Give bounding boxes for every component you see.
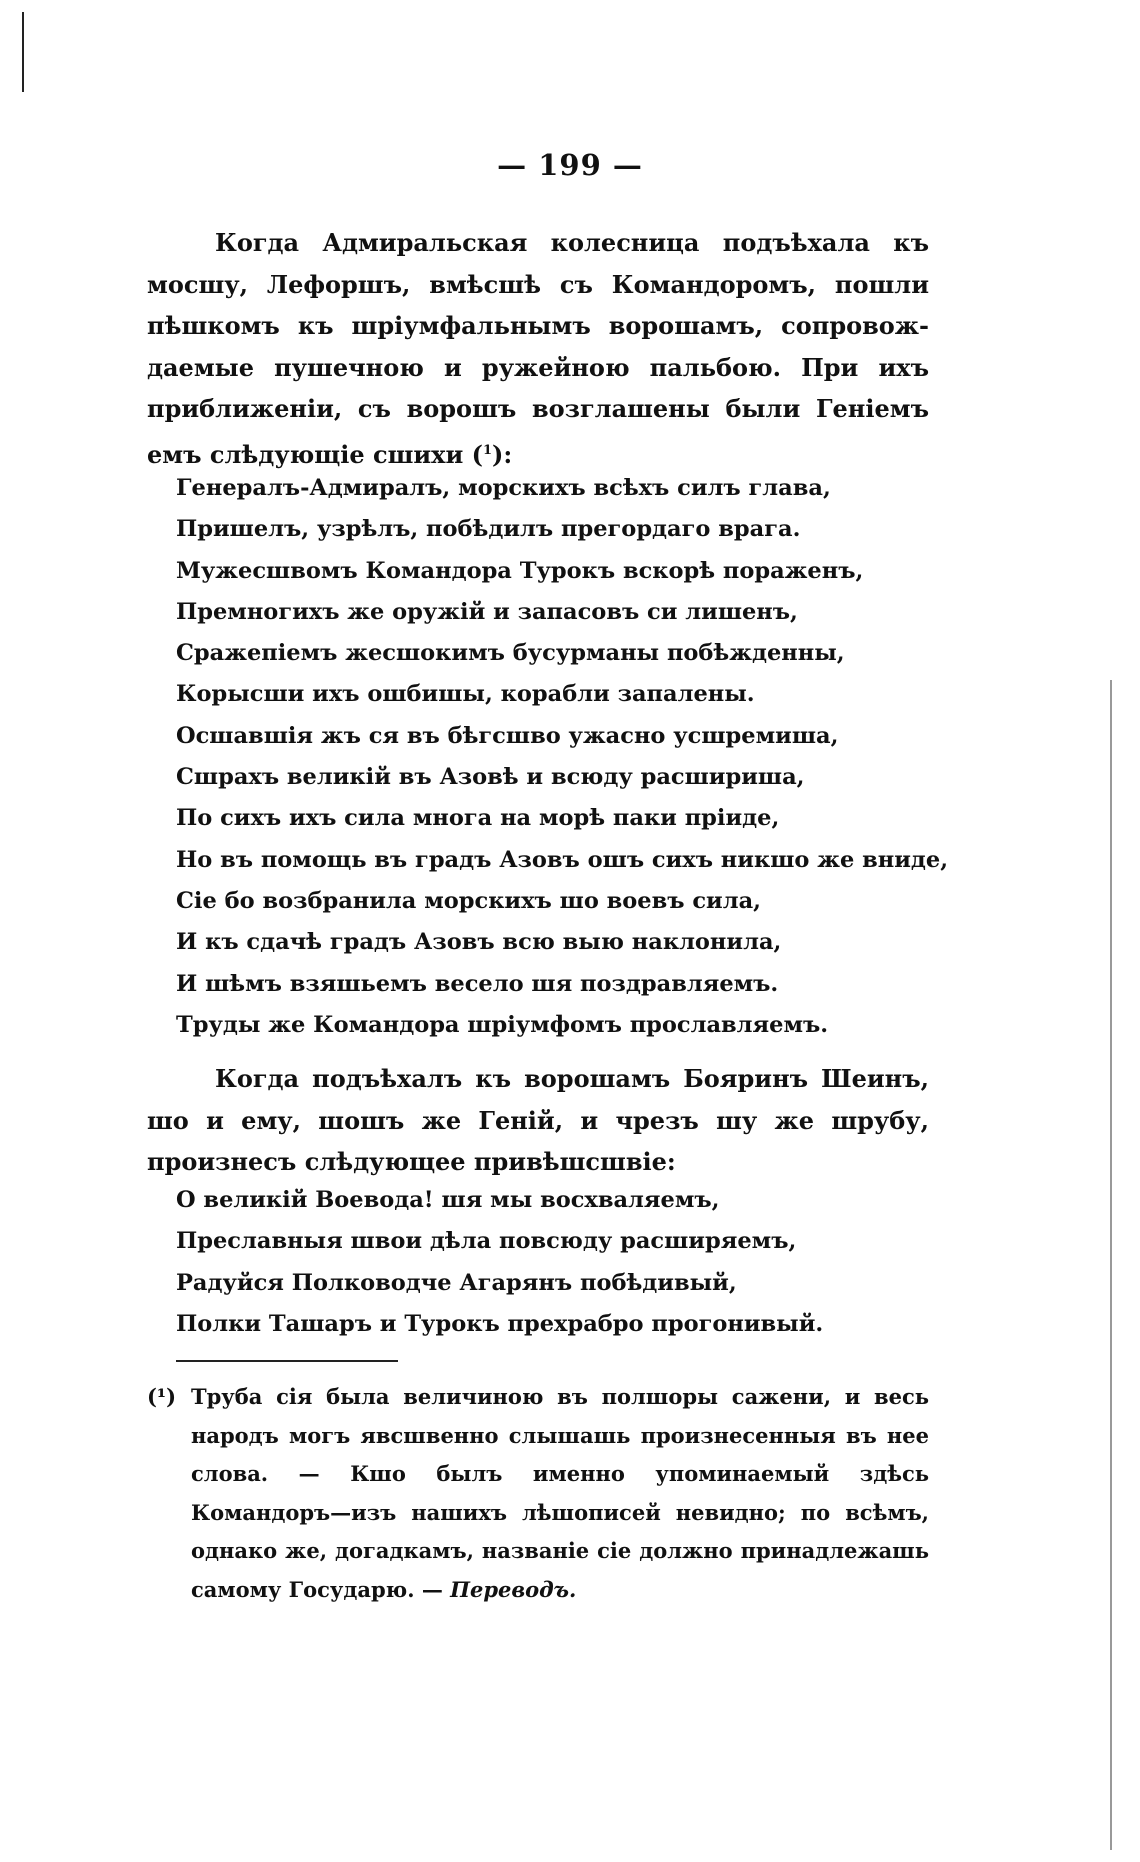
footnote-body [191, 1378, 929, 1609]
paragraph-1-line: пѣшкомъ къ шріумфальнымъ ворошамъ, сопровож- [147, 311, 929, 340]
verse-line: И къ сдачѣ градъ Азовъ всю выю наклонила, [176, 929, 782, 956]
verse-line: По сихъ ихъ сила многа на морѣ паки пріиде, [176, 805, 780, 832]
footnote-signature: Переводъ. [450, 1576, 577, 1602]
paragraph-1-line: емъ слѣдующіе сшихи ( [147, 439, 483, 469]
footnote [147, 1378, 929, 1609]
paragraph-2 [147, 1058, 929, 1183]
verse-line: Преславныя швои дѣла повсюду расширяемъ, [176, 1228, 797, 1255]
paragraph-1-line: Когда Адмиральская колесница подъѣхала къ [215, 228, 929, 257]
paragraph-2-line: Когда подъѣхалъ къ ворошамъ Бояринъ Шеинъ, [215, 1064, 929, 1093]
verse-line: О великій Воевода! шя мы восхваляемъ, [176, 1187, 720, 1213]
paragraph-2-line: шо и ему, шошъ же Геній, и чрезъ шу же шрубу, [147, 1105, 929, 1135]
paragraph-1-line: приближеніи, съ ворошъ возглашены были Геніемъ [147, 394, 929, 423]
footnote-text: Труба сія была величиною въ полшоры сажени, и весь народъ могъ явсшвенно слышашь произнесенныя въ нее слова. — Кшо былъ именно упоминаемый здѣсь Командоръ—изъ нашихъ лѣшописей невидно; по всѣмъ, однако же, догадкамъ, названіе сіе должно принадлежашь самому Государю. — [191, 1384, 929, 1602]
scan-edge-mark [1110, 680, 1112, 1850]
verse-line: Генералъ-Адмиралъ, морскихъ всѣхъ силъ глава, [176, 475, 831, 501]
verse-block-1 [176, 468, 949, 1046]
verse-line: Но въ помощь въ градъ Азовъ ошъ сихъ никшо же вниде, [176, 846, 949, 873]
paragraph-1 [147, 222, 929, 475]
verse-line: Сіе бо возбранила морскихъ шо воевъ сила, [176, 887, 761, 914]
footnote-marker: (¹) [147, 1384, 177, 1409]
verse-line: Осшавшія жъ ся въ бѣгсшво ужасно усшремиша, [176, 722, 839, 749]
scan-edge-mark [22, 12, 24, 92]
page-number-header: — 199 — [497, 148, 643, 182]
verse-line: Сшрахъ великій въ Азовѣ и всюду расшириша, [176, 764, 805, 791]
verse-block-2 [176, 1180, 936, 1345]
verse-line: Пришелъ, узрѣлъ, побѣдилъ прегордаго врага. [176, 516, 801, 543]
verse-line: Полки Ташаръ и Турокъ прехрабро прогонивый. [176, 1310, 824, 1337]
verse-line: Премногихъ же оружій и запасовъ си лишенъ, [176, 598, 798, 625]
paragraph-2-line: произнесъ слѣдующее привѣшсшвіе: [147, 1147, 676, 1176]
paragraph-1-line: мосшу, Лефоршъ, вмѣсшѣ съ Командоромъ, пошли [147, 269, 929, 299]
paragraph-1-line: ): [492, 439, 513, 469]
paragraph-1-line: даемые пушечною и ружейною пальбою. При ихъ [147, 352, 929, 382]
verse-line: Радуйся Полководче Агарянъ побѣдивый, [176, 1269, 737, 1296]
verse-line: Корысши ихъ ошбишы, корабли запалены. [176, 681, 755, 708]
verse-line: И шѣмъ взяшьемъ весело шя поздравляемъ. [176, 970, 779, 997]
footnote-reference[interactable]: 1 [483, 442, 493, 458]
verse-line: Труды же Командора шріумфомъ прославляемъ. [176, 1011, 829, 1038]
verse-line: Мужесшвомъ Командора Турокъ вскорѣ пораженъ, [176, 557, 864, 584]
verse-line: Сражепіемъ жесшокимъ бусурманы побѣжденны, [176, 640, 845, 667]
footnote-divider [176, 1360, 398, 1362]
